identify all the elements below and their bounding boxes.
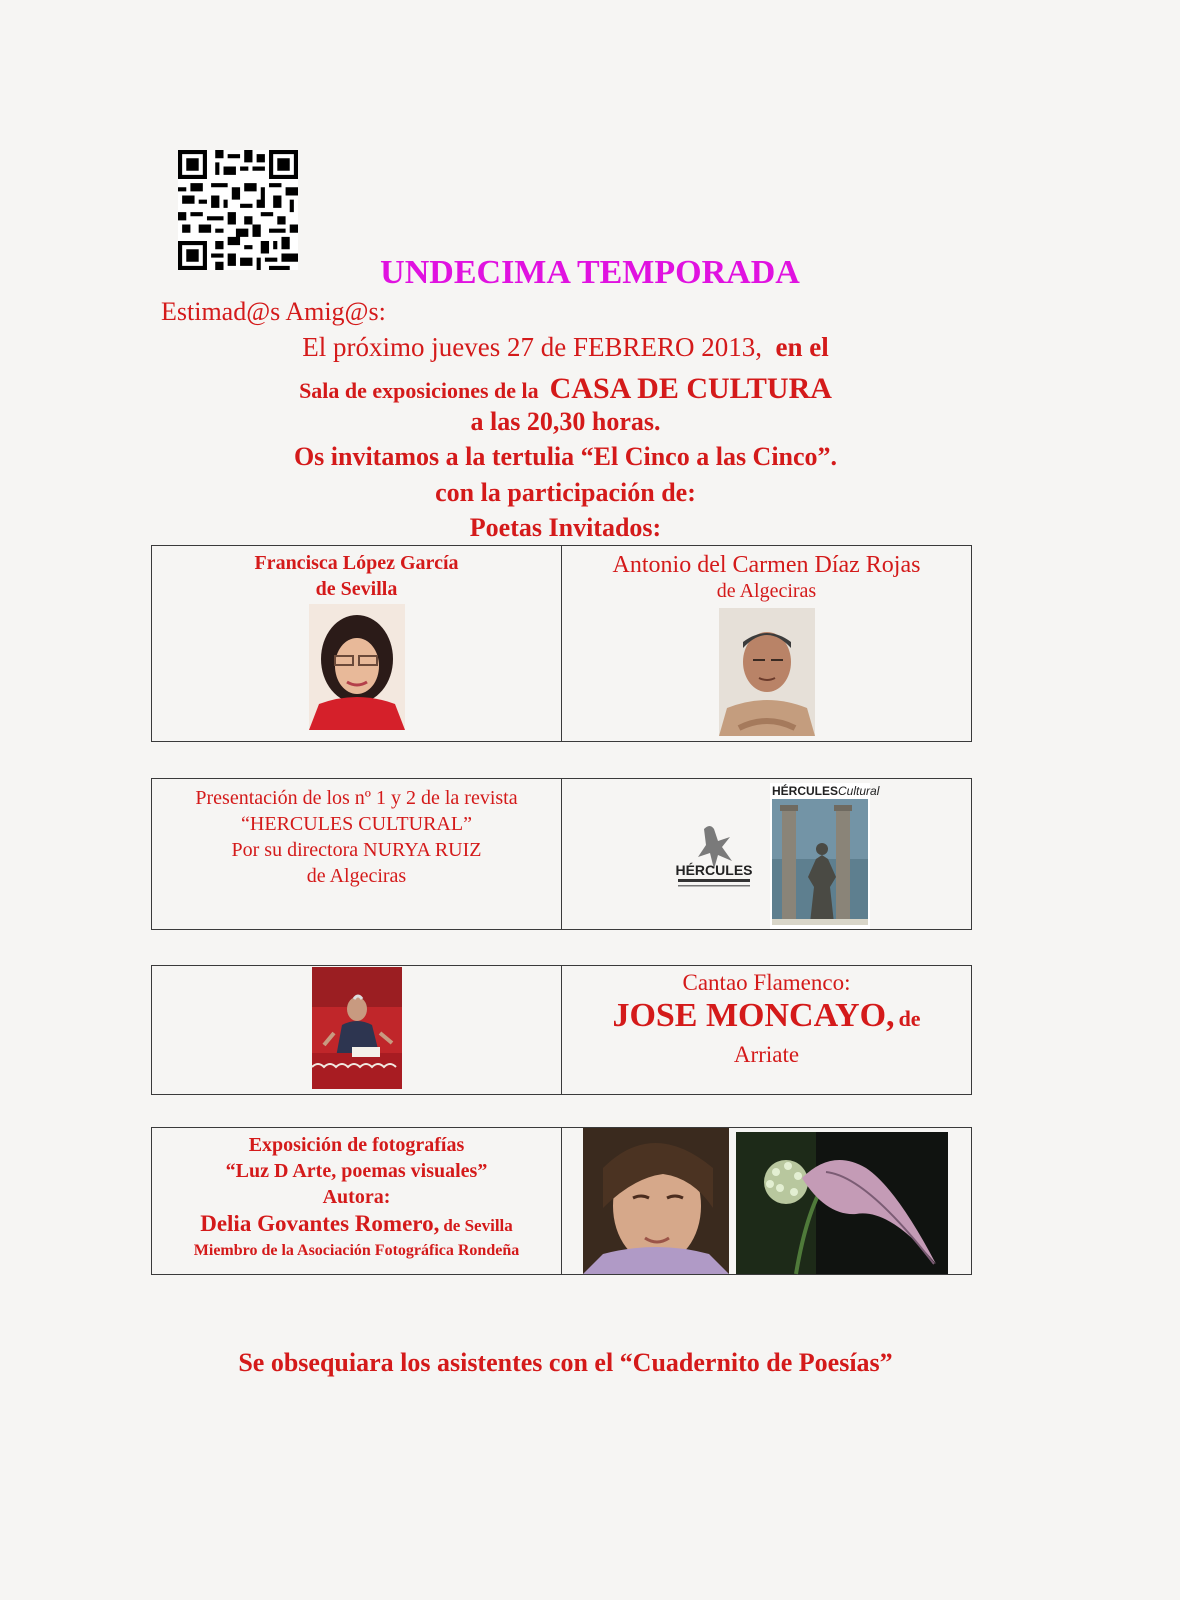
flamenco-name-line [562,996,971,1042]
exhibition-flower [736,1132,948,1274]
exhibition-line3: Autora: [322,1186,391,1208]
flamenco-text-cell [562,966,972,1095]
exhibition-portrait [583,1128,729,1274]
intro-date-line [0,332,1131,363]
exhibition-line1: Exposición de fotografías [248,1134,465,1156]
magazine-image-cell [562,779,972,930]
intro-invitation: Os invitamos a la tertulia “El Cinco a las Cinco”. [293,442,838,471]
magazine-text-cell [152,779,562,930]
poet-left-photo [309,604,405,730]
greeting: Estimad@s Amig@s: [161,297,386,326]
poet-right-origin: de Algeciras [716,580,817,602]
poet-left-origin: de Sevilla [315,578,398,600]
footer-note: Se obsequiara los asistentes con el “Cuadernito de Poesías” [238,1348,893,1377]
poet-right-cell [562,546,972,742]
exhibition-author-origin: de Sevilla [443,1216,513,1235]
cover-title-italic: Cultural [838,784,880,798]
page-title: UNDECIMA TEMPORADA [380,254,800,291]
qr-code [178,150,298,270]
flamenco-table [151,965,972,1095]
flamenco-label: Cantao Flamenco: [682,970,851,995]
hercules-logo-text: HÉRCULES [675,862,753,878]
flamenco-origin: Arriate [733,1042,800,1067]
exhibition-membership: Miembro de la Asociación Fotográfica Rondeña [193,1242,520,1259]
poet-left-name: Francisca López García [254,552,459,574]
svg-text:HÉRCULESCultural [772,783,880,798]
exhibition-text-cell [152,1128,562,1275]
magazine-line1: Presentación de los nº 1 y 2 de la revista [195,787,518,809]
flamenco-suffix: de [898,1006,921,1031]
intro-time: a las 20,30 horas. [470,407,661,436]
flamenco-photo-cell [152,966,562,1095]
flamenco-photo [312,967,402,1089]
flamenco-name: JOSE MONCAYO, [612,997,895,1034]
magazine-line4: de Algeciras [306,865,407,887]
exhibition-author-line [152,1210,561,1241]
intro-date-bold: en el [775,332,829,362]
poets-table [151,545,972,742]
exhibition-author: Delia Govantes Romero, [200,1211,440,1236]
poet-right-photo [719,608,815,736]
intro-venue-line [0,372,1131,406]
hercules-cover [770,783,880,929]
intro-venue-big: CASA DE CULTURA [549,372,832,405]
poet-left-cell [152,546,562,742]
intro-date-text: El próximo jueves 27 de FEBRERO 2013, [302,332,762,362]
intro-participation: con la participación de: [435,478,696,507]
cover-title-bold: HÉRCULES [772,784,839,798]
hercules-logo [674,821,754,891]
intro-venue-small: Sala de exposiciones de la [299,378,539,403]
intro-poets-heading: Poetas Invitados: [469,513,662,542]
magazine-table [151,778,972,930]
magazine-line2: “HERCULES CULTURAL” [241,813,472,835]
poet-right-name: Antonio del Carmen Díaz Rojas [612,552,921,578]
exhibition-images-cell [562,1128,972,1275]
exhibition-line2: “Luz D Arte, poemas visuales” [225,1160,488,1182]
magazine-line3: Por su directora NURYA RUIZ [231,839,482,861]
exhibition-table [151,1127,972,1275]
